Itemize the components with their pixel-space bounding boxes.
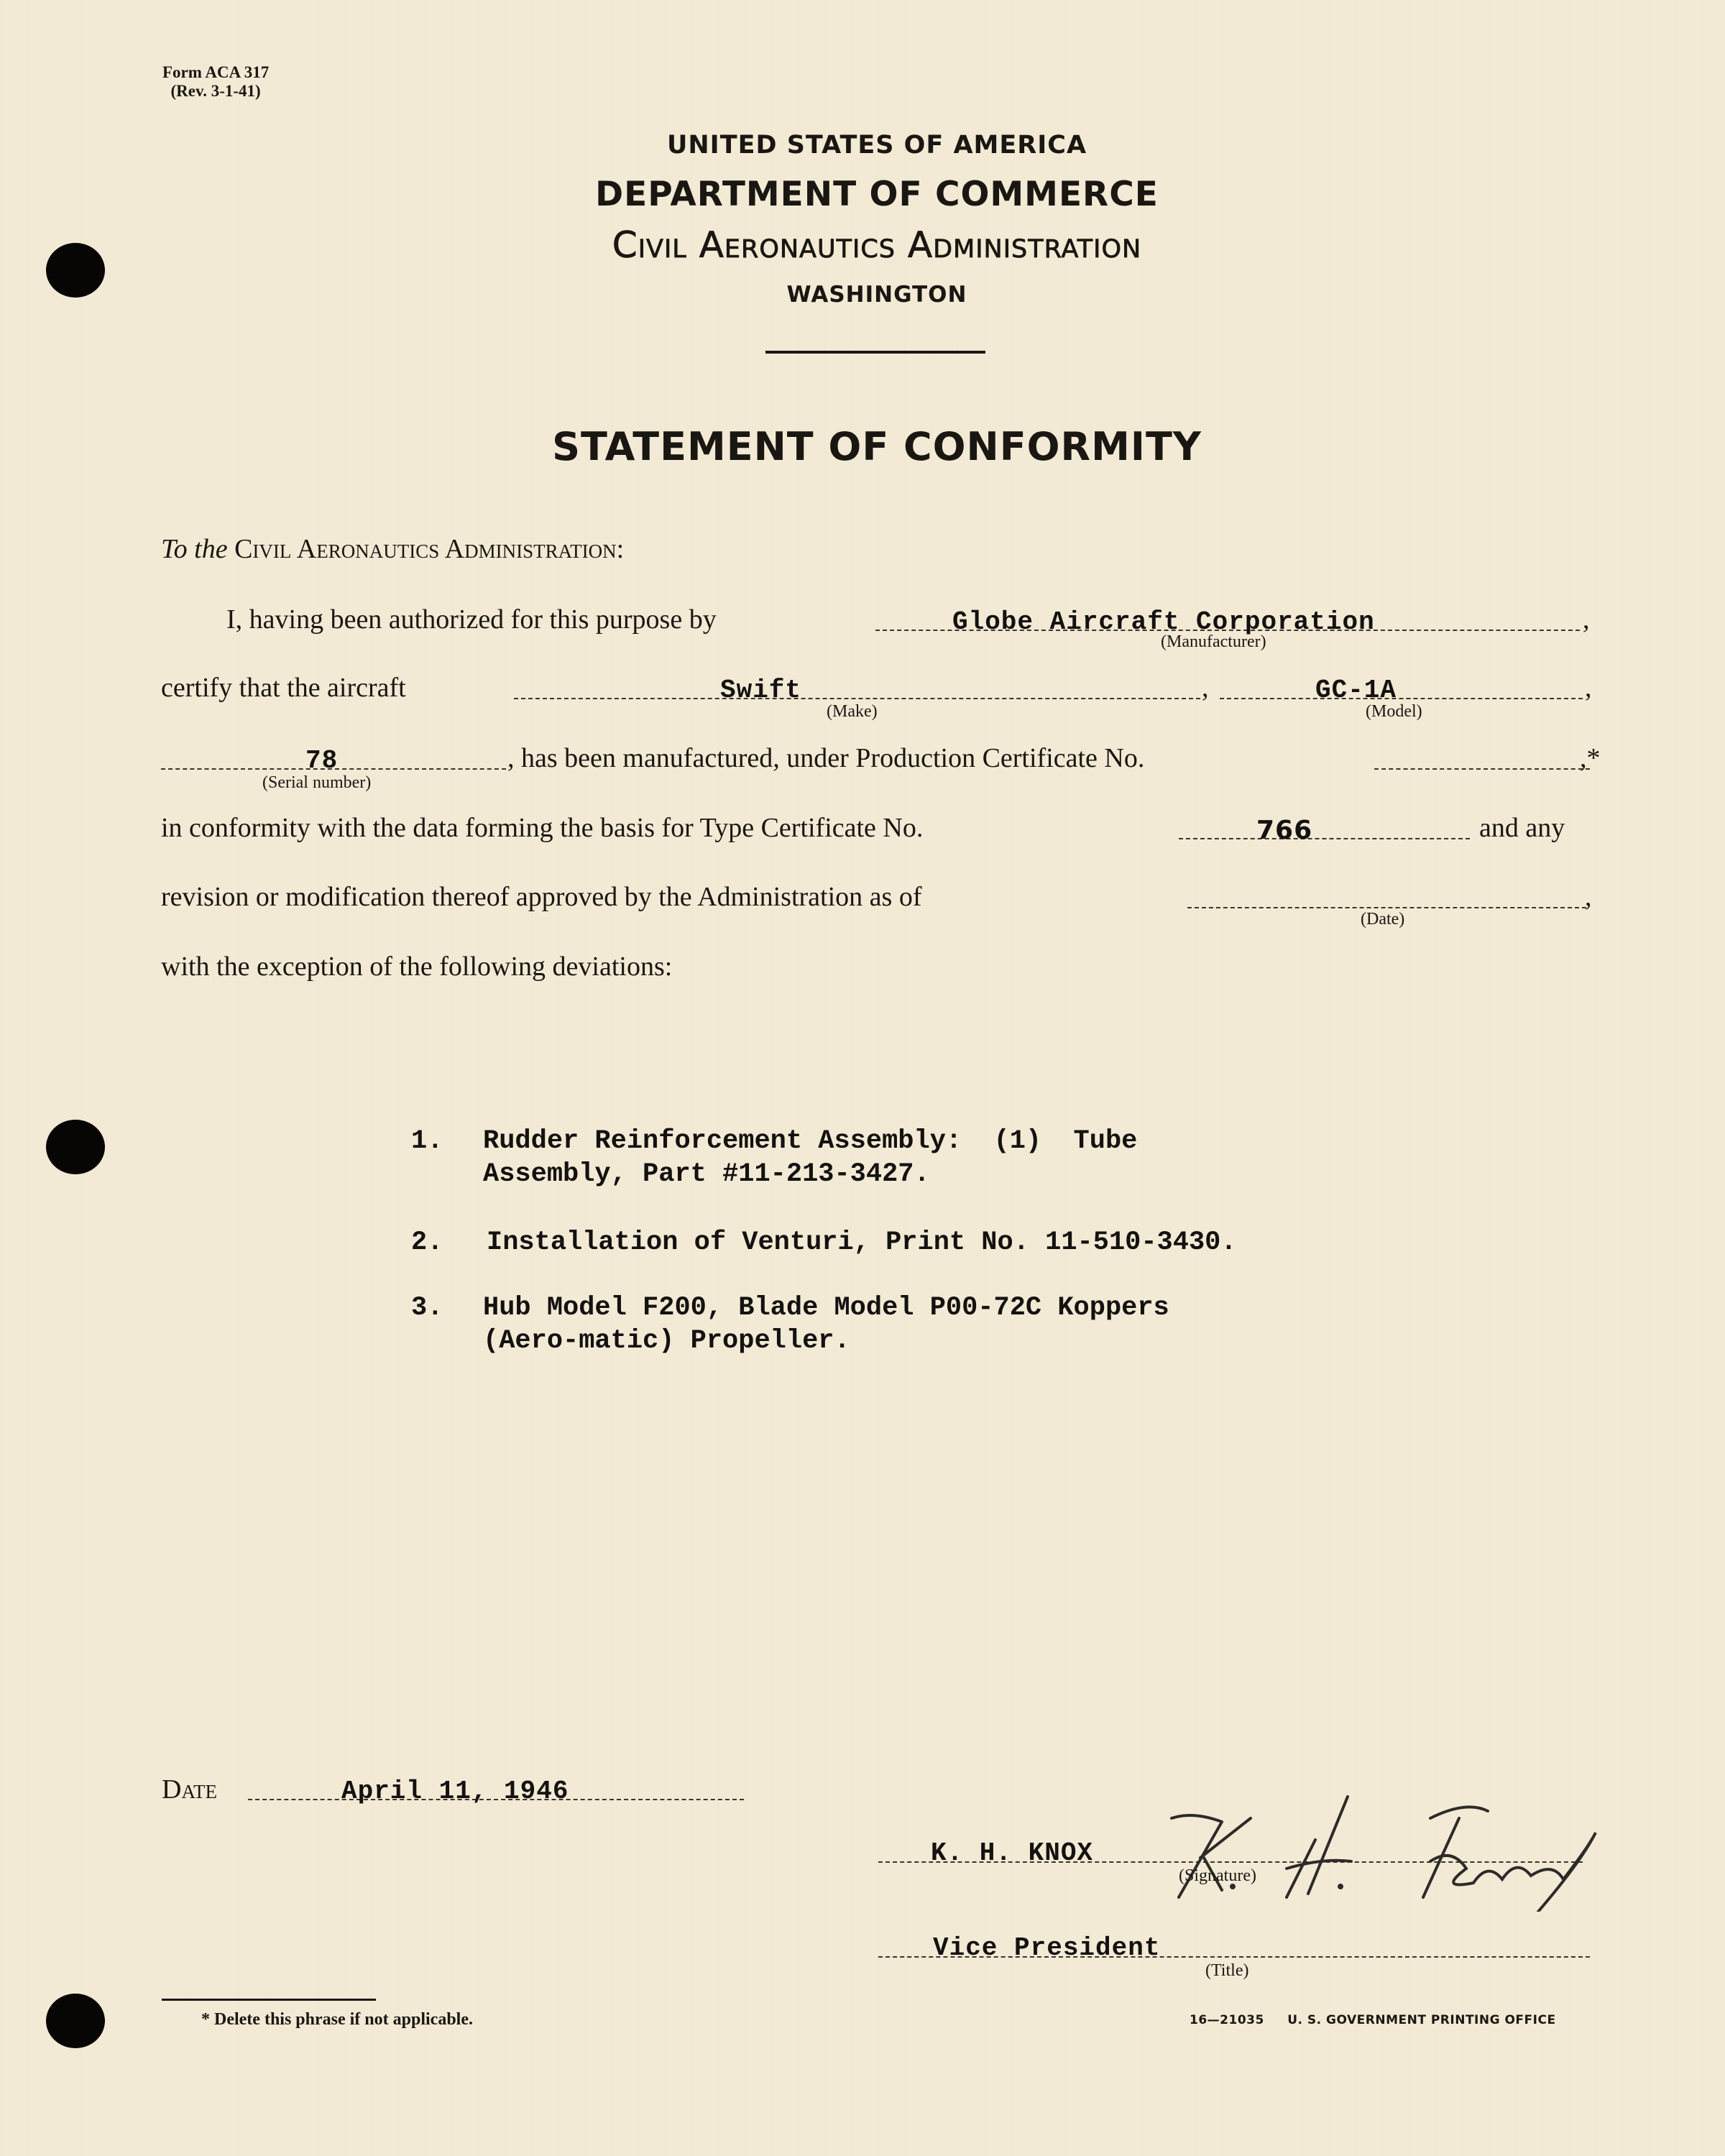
deviation-number: 1.	[411, 1126, 443, 1156]
deviation-item	[411, 1125, 1138, 1189]
form-number: Form ACA 317	[162, 63, 270, 81]
comma-asterisk: ,*	[1580, 743, 1601, 773]
line-and-any: and any	[1479, 813, 1565, 843]
serial-number-value: 78	[305, 746, 339, 775]
handwritten-signature	[1164, 1789, 1639, 1912]
line-exceptions: with the exception of the following deviations:	[161, 952, 673, 982]
form-revision: (Rev. 3-1-41)	[170, 82, 261, 100]
header-city: WASHINGTON	[786, 282, 967, 308]
date-value: April 11, 1946	[341, 1777, 569, 1806]
salutation	[161, 533, 624, 565]
deviation-text-line1: Rudder Reinforcement Assembly: (1) Tube	[483, 1126, 1138, 1156]
line-manufactured: , has been manufactured, under Production Certificate No.	[507, 743, 1145, 773]
document-title: STATEMENT OF CONFORMITY	[552, 424, 1202, 469]
salutation-italic: To the	[161, 534, 228, 564]
header-agency: Civil Aeronautics Administration	[612, 224, 1142, 266]
deviation-item	[411, 1291, 1169, 1356]
deviation-text-line2: Assembly, Part #11-213-3427.	[483, 1159, 930, 1189]
punch-hole	[46, 1994, 105, 2048]
header-department: DEPARTMENT OF COMMERCE	[595, 175, 1159, 214]
line-revision: revision or modification thereof approved by the Administration as of	[161, 882, 922, 912]
header-country: UNITED STATES OF AMERICA	[666, 131, 1087, 160]
make-value: Swift	[720, 676, 802, 705]
deviation-text-line1: Hub Model F200, Blade Model P00-72C Koppers	[483, 1293, 1169, 1323]
deviation-number: 3.	[411, 1293, 443, 1323]
manufacturer-caption: (Manufacturer)	[1161, 632, 1266, 651]
model-caption: (Model)	[1366, 702, 1422, 721]
comma: ,	[1583, 604, 1590, 635]
line-authorized: I, having been authorized for this purpose by	[226, 604, 717, 635]
serial-number-caption: (Serial number)	[262, 773, 372, 792]
printer-name: U. S. GOVERNMENT PRINTING OFFICE	[1287, 2013, 1556, 2027]
signer-title-value: Vice President	[933, 1933, 1161, 1963]
approval-date-caption: (Date)	[1361, 910, 1405, 929]
make-caption: (Make)	[827, 702, 878, 721]
comma: ,	[1202, 673, 1209, 703]
deviation-number: 2.	[411, 1227, 443, 1258]
form-id	[162, 63, 269, 101]
line-conformity: in conformity with the data forming the basis for Type Certificate No.	[161, 813, 924, 843]
production-certificate-field[interactable]	[1374, 767, 1590, 770]
printer-imprint	[1190, 2013, 1556, 2027]
make-field[interactable]	[514, 696, 1200, 699]
deviation-text-line1: Installation of Venturi, Print No. 11-510-3430.	[487, 1227, 1237, 1258]
approval-date-field[interactable]	[1187, 906, 1586, 908]
deviation-text-line2: (Aero-matic) Propeller.	[483, 1326, 850, 1356]
model-field[interactable]	[1220, 696, 1583, 699]
footnote-divider	[162, 1999, 376, 2001]
model-value: GC-1A	[1315, 676, 1397, 705]
signer-typed-name: K. H. KNOX	[931, 1838, 1094, 1868]
footnote: * Delete this phrase if not applicable.	[201, 2010, 473, 2029]
line-certify: certify that the aircraft	[161, 673, 406, 703]
manufacturer-value: Globe Aircraft Corporation	[952, 607, 1375, 637]
title-caption: (Title)	[1205, 1961, 1249, 1980]
date-label: Date	[162, 1774, 217, 1805]
signature-caption: (Signature)	[1179, 1866, 1256, 1885]
salutation-addressee: Civil Aeronautics Administration:	[234, 534, 625, 564]
type-certificate-field[interactable]	[1179, 837, 1470, 839]
comma: ,	[1585, 882, 1592, 912]
punch-hole	[46, 1120, 105, 1174]
comma: ,	[1585, 673, 1592, 703]
header-divider	[765, 351, 985, 354]
print-code: 16—21035	[1190, 2013, 1264, 2027]
deviation-item	[411, 1226, 1237, 1259]
type-certificate-value: 766	[1256, 816, 1313, 845]
